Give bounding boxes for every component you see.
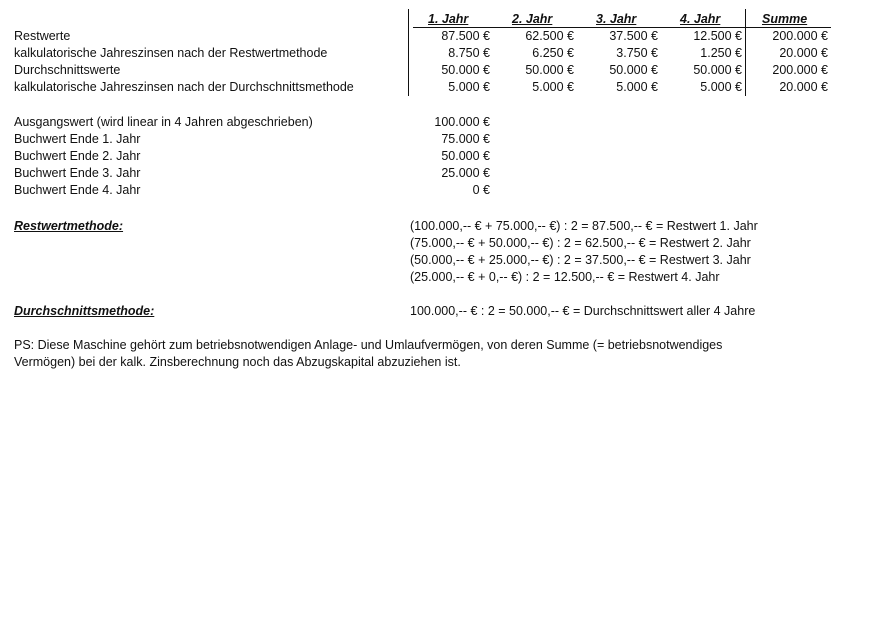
cell-value: 3.750 € bbox=[616, 46, 658, 60]
cell-value: 12.500 € bbox=[693, 29, 742, 43]
cell-value: 50.000 € bbox=[441, 63, 490, 77]
book-value-label: Ausgangswert (wird linear in 4 Jahren abgeschrieben) bbox=[14, 115, 313, 129]
book-value-label: Buchwert Ende 4. Jahr bbox=[14, 183, 141, 197]
book-value: 25.000 € bbox=[441, 166, 490, 180]
cell-value: 5.000 € bbox=[616, 80, 658, 94]
durchschnitt-line: 100.000,-- € : 2 = 50.000,-- € = Durchschnittswert aller 4 Jahre bbox=[410, 304, 756, 318]
col-header-year-3: 3. Jahr bbox=[596, 12, 637, 26]
table-sum-divider bbox=[745, 9, 746, 96]
cell-value: 5.000 € bbox=[532, 80, 574, 94]
book-value: 75.000 € bbox=[441, 132, 490, 146]
col-header-year-4: 4. Jahr bbox=[680, 12, 721, 26]
col-header-summe: Summe bbox=[762, 12, 808, 26]
book-value-label: Buchwert Ende 3. Jahr bbox=[14, 166, 141, 180]
row-label: kalkulatorische Jahreszinsen nach der Durchschnittsmethode bbox=[14, 80, 354, 94]
cell-value: 5.000 € bbox=[700, 80, 742, 94]
note-line-1: PS: Diese Maschine gehört zum betriebsnotwendigen Anlage- und Umlaufvermögen, von deren Summe (= betriebsnotwendiges bbox=[14, 338, 723, 352]
cell-sum: 200.000 € bbox=[772, 63, 828, 77]
cell-sum: 200.000 € bbox=[772, 29, 828, 43]
row-label: kalkulatorische Jahreszinsen nach der Restwertmethode bbox=[14, 46, 328, 60]
cell-value: 1.250 € bbox=[700, 46, 742, 60]
restwert-line: (75.000,-- € + 50.000,-- €) : 2 = 62.500,-- € = Restwert 2. Jahr bbox=[410, 236, 751, 250]
table-left-divider bbox=[408, 9, 409, 96]
note-line-2: Vermögen) bei der kalk. Zinsberechnung noch das Abzugskapital abzuziehen ist. bbox=[14, 355, 461, 369]
book-value: 0 € bbox=[472, 183, 490, 197]
cell-sum: 20.000 € bbox=[779, 46, 828, 60]
cell-value: 50.000 € bbox=[693, 63, 742, 77]
book-value: 50.000 € bbox=[441, 149, 490, 163]
restwert-heading: Restwertmethode: bbox=[14, 219, 124, 233]
restwert-line: (100.000,-- € + 75.000,-- €) : 2 = 87.500,-- € = Restwert 1. Jahr bbox=[410, 219, 758, 233]
cell-value: 50.000 € bbox=[525, 63, 574, 77]
book-value-label: Buchwert Ende 1. Jahr bbox=[14, 132, 141, 146]
restwert-line: (50.000,-- € + 25.000,-- €) : 2 = 37.500,-- € = Restwert 3. Jahr bbox=[410, 253, 751, 267]
cell-value: 87.500 € bbox=[441, 29, 490, 43]
row-label: Durchschnittswerte bbox=[14, 63, 121, 77]
row-label: Restwerte bbox=[14, 29, 71, 43]
cell-sum: 20.000 € bbox=[779, 80, 828, 94]
restwert-line: (25.000,-- € + 0,-- €) : 2 = 12.500,-- € = Restwert 4. Jahr bbox=[410, 270, 720, 284]
col-header-year-1: 1. Jahr bbox=[428, 12, 469, 26]
col-header-year-2: 2. Jahr bbox=[512, 12, 553, 26]
cell-value: 50.000 € bbox=[609, 63, 658, 77]
book-value-label: Buchwert Ende 2. Jahr bbox=[14, 149, 141, 163]
cell-value: 8.750 € bbox=[448, 46, 490, 60]
cell-value: 62.500 € bbox=[525, 29, 574, 43]
cell-value: 6.250 € bbox=[532, 46, 574, 60]
cell-value: 37.500 € bbox=[609, 29, 658, 43]
durchschnitt-heading: Durchschnittsmethode: bbox=[14, 304, 155, 318]
cell-value: 5.000 € bbox=[448, 80, 490, 94]
book-value: 100.000 € bbox=[434, 115, 490, 129]
